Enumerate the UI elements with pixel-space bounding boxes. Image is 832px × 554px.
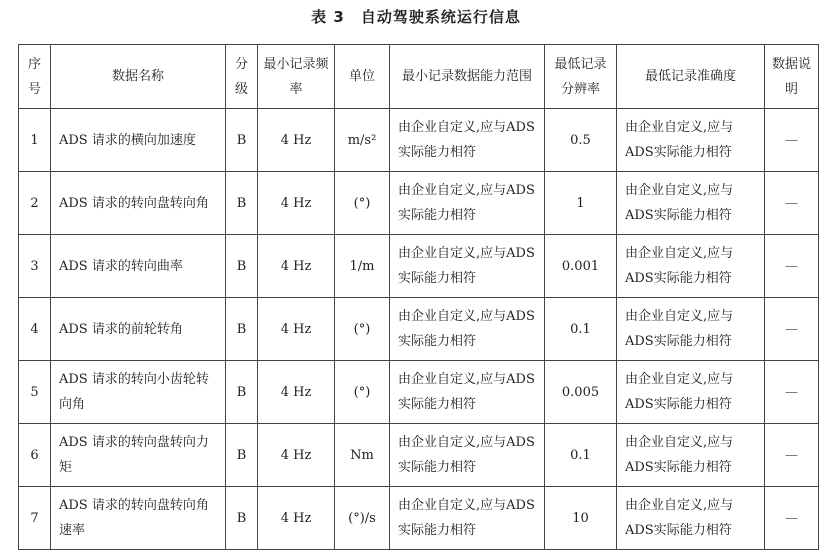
cell-name: ADS 请求的转向盘转向角: [51, 172, 226, 235]
cell-accuracy: 由企业自定义,应与ADS实际能力相符: [617, 235, 765, 298]
cell-description: —: [765, 235, 819, 298]
cell-accuracy: 由企业自定义,应与ADS实际能力相符: [617, 298, 765, 361]
cell-freq: 4 Hz: [258, 361, 335, 424]
cell-seq: 3: [19, 235, 51, 298]
header-unit: 单位: [335, 45, 390, 109]
header-min-resolution: 最低记录分辨率: [545, 45, 617, 109]
cell-accuracy: 由企业自定义,应与ADS实际能力相符: [617, 361, 765, 424]
cell-freq: 4 Hz: [258, 487, 335, 550]
cell-description: —: [765, 361, 819, 424]
cell-range: 由企业自定义,应与ADS实际能力相符: [390, 424, 545, 487]
cell-range: 由企业自定义,应与ADS实际能力相符: [390, 361, 545, 424]
cell-unit: 1/m: [335, 235, 390, 298]
cell-resolution: 10: [545, 487, 617, 550]
table-title: 自动驾驶系统运行信息: [360, 8, 521, 26]
cell-freq: 4 Hz: [258, 298, 335, 361]
cell-resolution: 0.001: [545, 235, 617, 298]
cell-description: —: [765, 109, 819, 172]
cell-description: —: [765, 298, 819, 361]
header-min-freq: 最小记录频率: [258, 45, 335, 109]
table-row: [19, 487, 819, 550]
cell-grade: B: [226, 172, 258, 235]
cell-name: ADS 请求的前轮转角: [51, 298, 226, 361]
cell-accuracy: 由企业自定义,应与ADS实际能力相符: [617, 109, 765, 172]
cell-description: —: [765, 424, 819, 487]
cell-seq: 7: [19, 487, 51, 550]
cell-unit: Nm: [335, 424, 390, 487]
cell-unit: (°): [335, 361, 390, 424]
cell-freq: 4 Hz: [258, 424, 335, 487]
table-row: [19, 172, 819, 235]
cell-range: 由企业自定义,应与ADS实际能力相符: [390, 298, 545, 361]
cell-freq: 4 Hz: [258, 235, 335, 298]
cell-seq: 1: [19, 109, 51, 172]
cell-freq: 4 Hz: [258, 172, 335, 235]
cell-accuracy: 由企业自定义,应与ADS实际能力相符: [617, 487, 765, 550]
table-caption: [0, 6, 832, 27]
ads-operation-info-table: [18, 44, 819, 550]
cell-name: ADS 请求的转向盘转向角速率: [51, 487, 226, 550]
header-min-accuracy: 最低记录准确度: [617, 45, 765, 109]
cell-seq: 2: [19, 172, 51, 235]
cell-range: 由企业自定义,应与ADS实际能力相符: [390, 172, 545, 235]
cell-resolution: 1: [545, 172, 617, 235]
header-seq: 序号: [19, 45, 51, 109]
cell-grade: B: [226, 424, 258, 487]
table-row: [19, 109, 819, 172]
cell-unit: (°): [335, 298, 390, 361]
cell-name: ADS 请求的转向曲率: [51, 235, 226, 298]
table-row: [19, 298, 819, 361]
cell-grade: B: [226, 361, 258, 424]
cell-seq: 6: [19, 424, 51, 487]
table-body: [19, 109, 819, 550]
cell-description: —: [765, 172, 819, 235]
cell-range: 由企业自定义,应与ADS实际能力相符: [390, 235, 545, 298]
cell-resolution: 0.5: [545, 109, 617, 172]
cell-seq: 5: [19, 361, 51, 424]
table-header: [19, 45, 819, 109]
cell-accuracy: 由企业自定义,应与ADS实际能力相符: [617, 172, 765, 235]
table-row: [19, 424, 819, 487]
table-number: 表 3: [311, 8, 345, 26]
cell-accuracy: 由企业自定义,应与ADS实际能力相符: [617, 424, 765, 487]
table-row: [19, 361, 819, 424]
table-row: [19, 235, 819, 298]
cell-description: —: [765, 487, 819, 550]
cell-seq: 4: [19, 298, 51, 361]
cell-freq: 4 Hz: [258, 109, 335, 172]
cell-grade: B: [226, 487, 258, 550]
header-grade: 分级: [226, 45, 258, 109]
header-name: 数据名称: [51, 45, 226, 109]
cell-grade: B: [226, 235, 258, 298]
cell-grade: B: [226, 109, 258, 172]
cell-name: ADS 请求的横向加速度: [51, 109, 226, 172]
cell-name: ADS 请求的转向小齿轮转向角: [51, 361, 226, 424]
header-min-range: 最小记录数据能力范围: [390, 45, 545, 109]
cell-unit: (°)/s: [335, 487, 390, 550]
cell-resolution: 0.1: [545, 424, 617, 487]
cell-unit: (°): [335, 172, 390, 235]
cell-resolution: 0.1: [545, 298, 617, 361]
cell-range: 由企业自定义,应与ADS实际能力相符: [390, 109, 545, 172]
header-description: 数据说明: [765, 45, 819, 109]
cell-resolution: 0.005: [545, 361, 617, 424]
cell-range: 由企业自定义,应与ADS实际能力相符: [390, 487, 545, 550]
cell-unit: m/s²: [335, 109, 390, 172]
cell-name: ADS 请求的转向盘转向力矩: [51, 424, 226, 487]
cell-grade: B: [226, 298, 258, 361]
header-row: [19, 45, 819, 109]
